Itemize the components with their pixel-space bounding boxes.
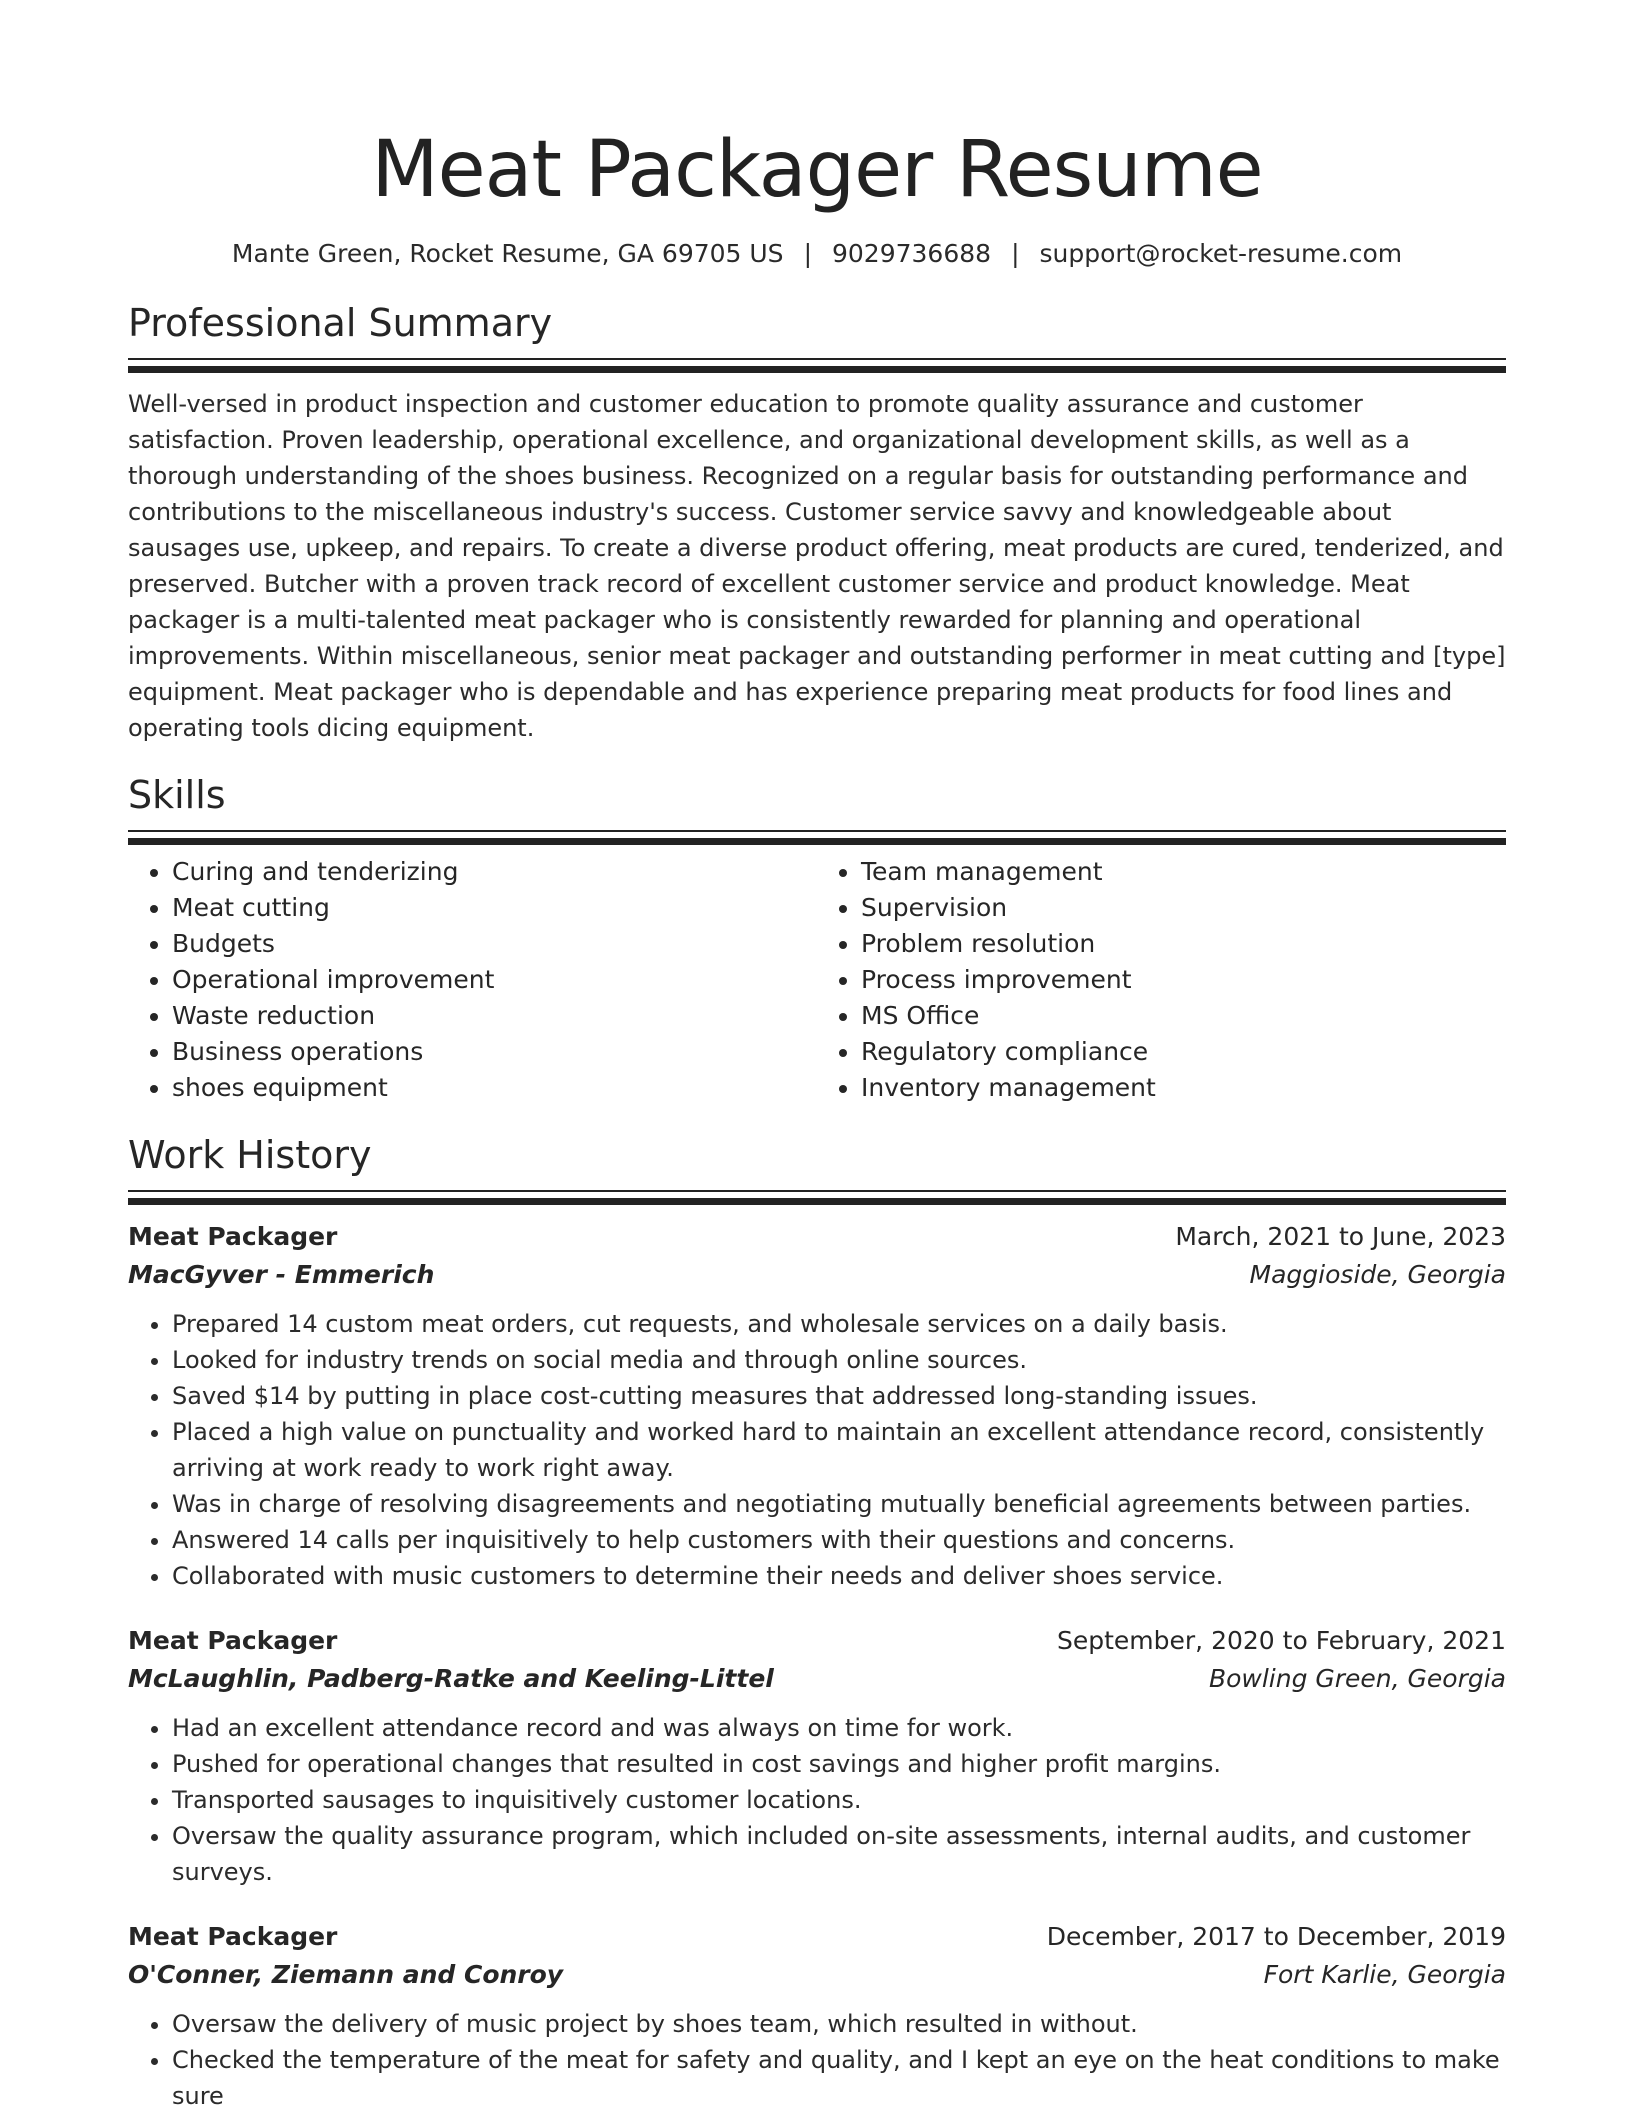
contact-email: support@rocket-resume.com <box>1039 239 1403 268</box>
job-title: Meat Packager <box>128 1626 338 1655</box>
skill-item: • Team management <box>861 854 1506 890</box>
skill-item: • Business operations <box>172 1034 817 1070</box>
job-bullet: • Oversaw the delivery of music project by shoes team, which resulted in without. <box>172 2006 1506 2042</box>
job-bullets <box>128 2006 1506 2114</box>
contact-separator: | <box>803 239 812 268</box>
skills-columns <box>128 854 1506 1106</box>
job-entry <box>128 1622 1506 1890</box>
skills-list-right <box>817 854 1506 1106</box>
job-dates: September, 2020 to February, 2021 <box>1057 1626 1506 1655</box>
job-location: Fort Karlie, Georgia <box>1263 1960 1506 1989</box>
skills-heading: Skills <box>128 773 226 817</box>
skill-item: • Waste reduction <box>172 998 817 1034</box>
skill-item: • Inventory management <box>861 1070 1506 1106</box>
resume-page <box>128 0 1506 2114</box>
job-title: Meat Packager <box>128 1222 338 1251</box>
job-title: Meat Packager <box>128 1922 338 1951</box>
skills-section <box>128 772 1506 1106</box>
job-bullet: • Saved $14 by putting in place cost-cutting measures that addressed long-standing issues. <box>172 1378 1506 1414</box>
section-divider <box>128 358 1506 364</box>
skill-item: • Meat cutting <box>172 890 817 926</box>
job-bullet: • Looked for industry trends on social media and through online sources. <box>172 1342 1506 1378</box>
job-bullets <box>128 1710 1506 1890</box>
skill-item: • Supervision <box>861 890 1506 926</box>
contact-separator: | <box>1011 239 1020 268</box>
job-bullet: • Placed a high value on punctuality and worked hard to maintain an excellent attendance record, consistently arriving at work ready to work right away. <box>172 1414 1506 1486</box>
work-history-heading: Work History <box>128 1133 372 1177</box>
resume-title: Meat Packager Resume <box>371 125 1263 215</box>
job-bullet: • Collaborated with music customers to determine their needs and deliver shoes service. <box>172 1558 1506 1594</box>
job-dates: December, 2017 to December, 2019 <box>1046 1922 1506 1951</box>
summary-section <box>128 300 1506 746</box>
job-company: MacGyver - Emmerich <box>128 1260 435 1289</box>
job-bullet: • Checked the temperature of the meat for safety and quality, and I kept an eye on the heat conditions to make sure <box>172 2042 1506 2114</box>
job-bullet: • Oversaw the quality assurance program, which included on-site assessments, internal audits, and customer surveys. <box>172 1818 1506 1890</box>
skill-item: • Problem resolution <box>861 926 1506 962</box>
job-entry <box>128 1218 1506 1594</box>
job-location: Maggioside, Georgia <box>1249 1260 1506 1289</box>
job-company: McLaughlin, Padberg-Ratke and Keeling-Littel <box>128 1664 774 1693</box>
summary-heading: Professional Summary <box>128 301 553 345</box>
skill-item: • Regulatory compliance <box>861 1034 1506 1070</box>
skill-item: • Curing and tenderizing <box>172 854 817 890</box>
section-divider <box>128 830 1506 836</box>
contact-line <box>128 238 1506 270</box>
skill-item: • Budgets <box>172 926 817 962</box>
skills-list-left <box>128 854 817 1106</box>
job-bullet: • Answered 14 calls per inquisitively to help customers with their questions and concerns. <box>172 1522 1506 1558</box>
job-bullets <box>128 1306 1506 1594</box>
job-company: O'Conner, Ziemann and Conroy <box>128 1960 564 1989</box>
job-bullet: • Had an excellent attendance record and was always on time for work. <box>172 1710 1506 1746</box>
job-location: Bowling Green, Georgia <box>1208 1664 1506 1693</box>
skill-item: • MS Office <box>861 998 1506 1034</box>
skill-item: • Operational improvement <box>172 962 817 998</box>
job-bullet: • Pushed for operational changes that resulted in cost savings and higher profit margins. <box>172 1746 1506 1782</box>
contact-phone: 9029736688 <box>832 239 992 268</box>
work-history-section <box>128 1132 1506 2114</box>
job-bullet: • Transported sausages to inquisitively customer locations. <box>172 1782 1506 1818</box>
skill-item: • Process improvement <box>861 962 1506 998</box>
section-divider <box>128 1190 1506 1196</box>
contact-address: Mante Green, Rocket Resume, GA 69705 US <box>231 239 784 268</box>
job-entry <box>128 1918 1506 2114</box>
skill-item: • shoes equipment <box>172 1070 817 1106</box>
summary-text: Well-versed in product inspection and customer education to promote quality assurance and customer satisfaction. Proven leadership, operational excellence, and organizational development skills, as well as a thorough understanding of the shoes business. Recognized on a regular basis for outstanding performance and contributions to the miscellaneous industry's success. Customer service savvy and knowledgeable about sausages use, upkeep, and repairs. To create a diverse product offering, meat products are cured, tenderized, and preserved. Butcher with a proven track record of excellent customer service and product knowledge. Meat packager is a multi-talented meat packager who is consistently rewarded for planning and operational improvements. Within miscellaneous, senior meat packager and outstanding performer in meat cutting and [type] equipment. Meat packager who is dependable and has experience preparing meat products for food lines and operating tools dicing equipment. <box>128 390 1506 742</box>
job-bullet: • Was in charge of resolving disagreements and negotiating mutually beneficial agreements between parties. <box>172 1486 1506 1522</box>
job-bullet: • Prepared 14 custom meat orders, cut requests, and wholesale services on a daily basis. <box>172 1306 1506 1342</box>
job-dates: March, 2021 to June, 2023 <box>1175 1222 1506 1251</box>
